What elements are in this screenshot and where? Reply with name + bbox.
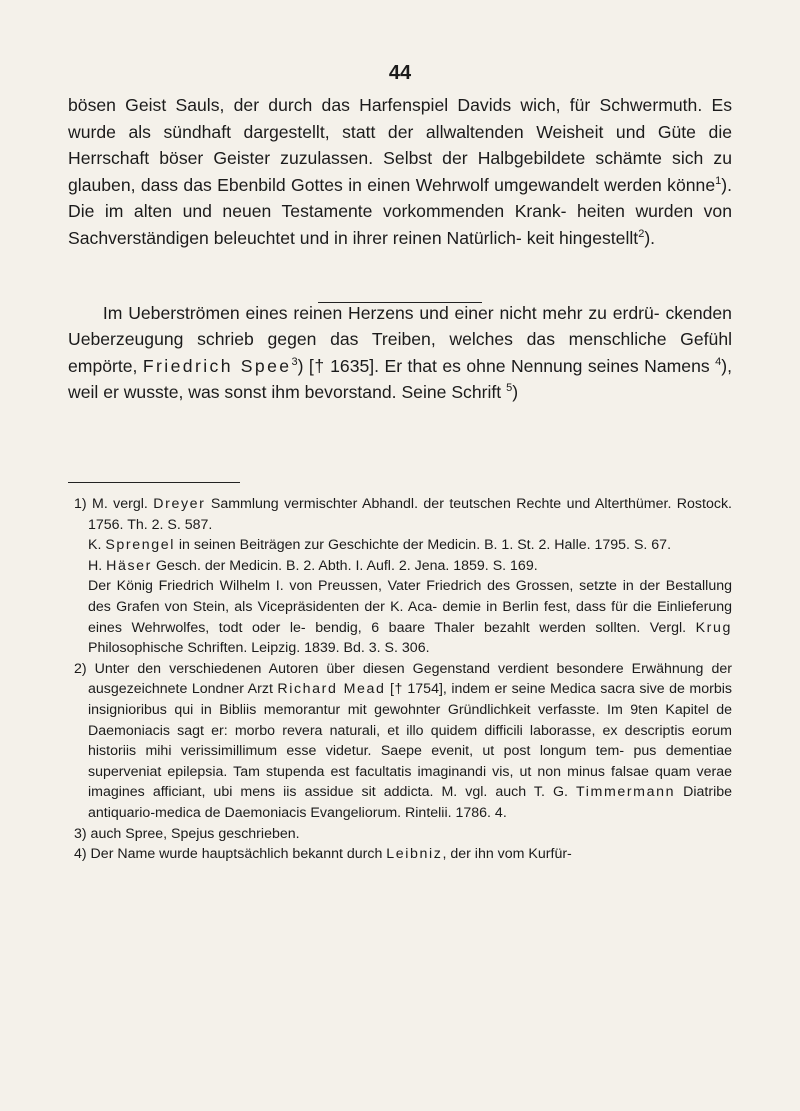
footnote-text: Diatribe antiquario-medica de	[88, 784, 733, 821]
paragraph-2	[68, 300, 732, 406]
author-name: Krug	[695, 619, 732, 636]
footnote-text: Alterthümer. Rostock. 1756. Th. 2. S. 587.	[88, 496, 732, 533]
footnote-text: Schriften. Leipzig. 1839. Bd. 3. S. 306.	[187, 640, 430, 657]
footnote-1-cont	[74, 556, 732, 577]
footnote-ref: 3	[291, 355, 298, 368]
text-line: heiten wurden von Sachverständigen beleuchtet und in ihrer reinen Natürlich-	[68, 201, 732, 248]
footnote-1-cont	[74, 535, 732, 556]
footnote-text: 3) auch Spree, Spejus geschrieben.	[74, 825, 300, 842]
footnote-text: Daemoniacis Evangeliorum. Rintelii. 1786. 4.	[224, 804, 507, 821]
footnote-text: K.	[88, 537, 106, 554]
footnote-text: 2) Unter den verschiedenen Autoren über diesen Gegenstand verdient besondere	[74, 660, 624, 677]
footnote-text: Halle. 1795. S. 67.	[554, 537, 672, 554]
author-name: Dreyer	[153, 496, 206, 512]
footnote-text: in seinen Beiträgen zur Geschichte der Medicin. B. 1. St. 2.	[174, 537, 551, 554]
text-line: keit hingestellt	[526, 227, 639, 248]
footnote-rule	[68, 482, 240, 483]
footnote-text: setzte in der Bestallung des Grafen von Stein, als Vicepräsidenten der K. Aca-	[88, 578, 732, 615]
footnote-text: pus dementiae superveniat epilepsia. Tam stupenda est facultatis imaginandi	[88, 743, 733, 780]
footnote-text: er seine Medica sacra sive de morbis insignioribus qui in Bibliis memorantur	[88, 681, 732, 718]
footnote-text: addicta. M. vgl. auch T. G.	[383, 784, 577, 801]
footnote-1	[74, 494, 732, 535]
footnote-text: bendig, 6 baare Thaler bezahlt werden sollten. Vergl.	[315, 619, 696, 636]
footnote-2	[74, 659, 732, 824]
footnote-text: Der König Friedrich Wilhelm I. von Preussen, Vater Friedrich des Grossen,	[88, 578, 574, 595]
footnote-text: vis, ut non minus falsae quam verae imagines afficiant, ubi mens iis assidue sit	[88, 763, 732, 801]
author-name: Sprengel	[105, 537, 175, 554]
page-number: 44	[388, 62, 412, 84]
footnote-text: Sammlung vermischter Abhandl. der teutschen Rechte und	[205, 496, 591, 512]
footnotes	[74, 494, 732, 865]
paragraph-1	[68, 92, 732, 252]
footnote-text: historiis mihi verissimillimum esse videtur. Saepe evenit, ut post longum tem-	[88, 743, 625, 760]
footnote-text: [† 1754], indem	[385, 681, 490, 698]
section-divider	[318, 302, 482, 303]
main-text	[68, 92, 732, 406]
footnote-ref: 4	[715, 355, 722, 368]
text-line: Gefühl empörte,	[68, 329, 733, 376]
text-line: ) [† 1635]. Er that es ohne Nennung	[297, 355, 583, 376]
footnote-ref: 1	[715, 174, 722, 187]
footnote-4	[74, 844, 732, 865]
footnote-text: Gesch. der Medicin. B. 2. Abth. I. Aufl. 2. Jena. 1859. S. 169.	[152, 557, 538, 574]
footnote-text: 4) Der Name wurde hauptsächlich bekannt durch	[74, 846, 387, 863]
text-line: sich zu glauben, dass das Ebenbild Gottes in einen Wehrwolf umgewandelt	[68, 148, 732, 195]
author-name: Timmermann	[576, 784, 676, 801]
author-name: Richard Mead	[277, 681, 386, 698]
text-line: ckenden Ueberzeugung schrieb gegen das Treiben, welches das menschliche	[68, 302, 732, 350]
person-name: Friedrich Spee	[142, 355, 292, 376]
footnote-text: Philosophische	[88, 640, 184, 657]
author-name: Leibniz	[386, 846, 443, 863]
footnote-text: demie in Berlin fest, dass für die Einlieferung eines Wehrwolfes, todt oder le-	[88, 598, 732, 636]
text-line: Es wurde als sündhaft dargestellt, statt der allwaltenden Weisheit und Güte	[68, 95, 732, 142]
text-line: die Herrschaft böser Geister zuzulassen. Selbst der Halbgebildete schämte	[68, 121, 733, 169]
footnote-3	[74, 824, 732, 845]
text-line: werden könne	[604, 174, 716, 195]
footnote-text: er: morbo revera naturali, et illo quidem difficili laborasse, ex descriptis eorum	[211, 722, 732, 739]
footnote-text: H.	[88, 557, 107, 574]
text-line: bösen Geist Sauls, der durch das Harfenspiel Davids wich, für Schwermuth.	[68, 95, 703, 115]
footnote-ref: 2	[638, 228, 645, 241]
footnote-text: Erwähnung der ausgezeichnete Londner Arzt	[88, 660, 732, 698]
footnote-1-cont	[74, 576, 732, 658]
author-name: Häser	[106, 557, 152, 574]
text-line: seines Namens	[587, 355, 716, 376]
text-line: Im Ueberströmen eines reinen Herzens und einer nicht mehr zu erdrü-	[102, 302, 660, 323]
text-line: ).	[644, 227, 656, 248]
footnote-text: 1) M. vergl.	[74, 496, 154, 512]
text-line: ). Die im alten und neuen Testamente vorkommenden Krank-	[68, 174, 732, 222]
footnote-text: , der ihn vom Kurfür-	[442, 846, 572, 863]
footnote-ref: 5	[506, 382, 513, 395]
text-line: ), weil er wusste, was sonst ihm bevorstand. Seine Schrift	[68, 355, 732, 403]
footnote-text: mit gewohnter Gründlichkeit verfasste. Im 9ten Kapitel de Daemoniacis sagt	[88, 701, 732, 739]
text-line: )	[512, 382, 519, 403]
